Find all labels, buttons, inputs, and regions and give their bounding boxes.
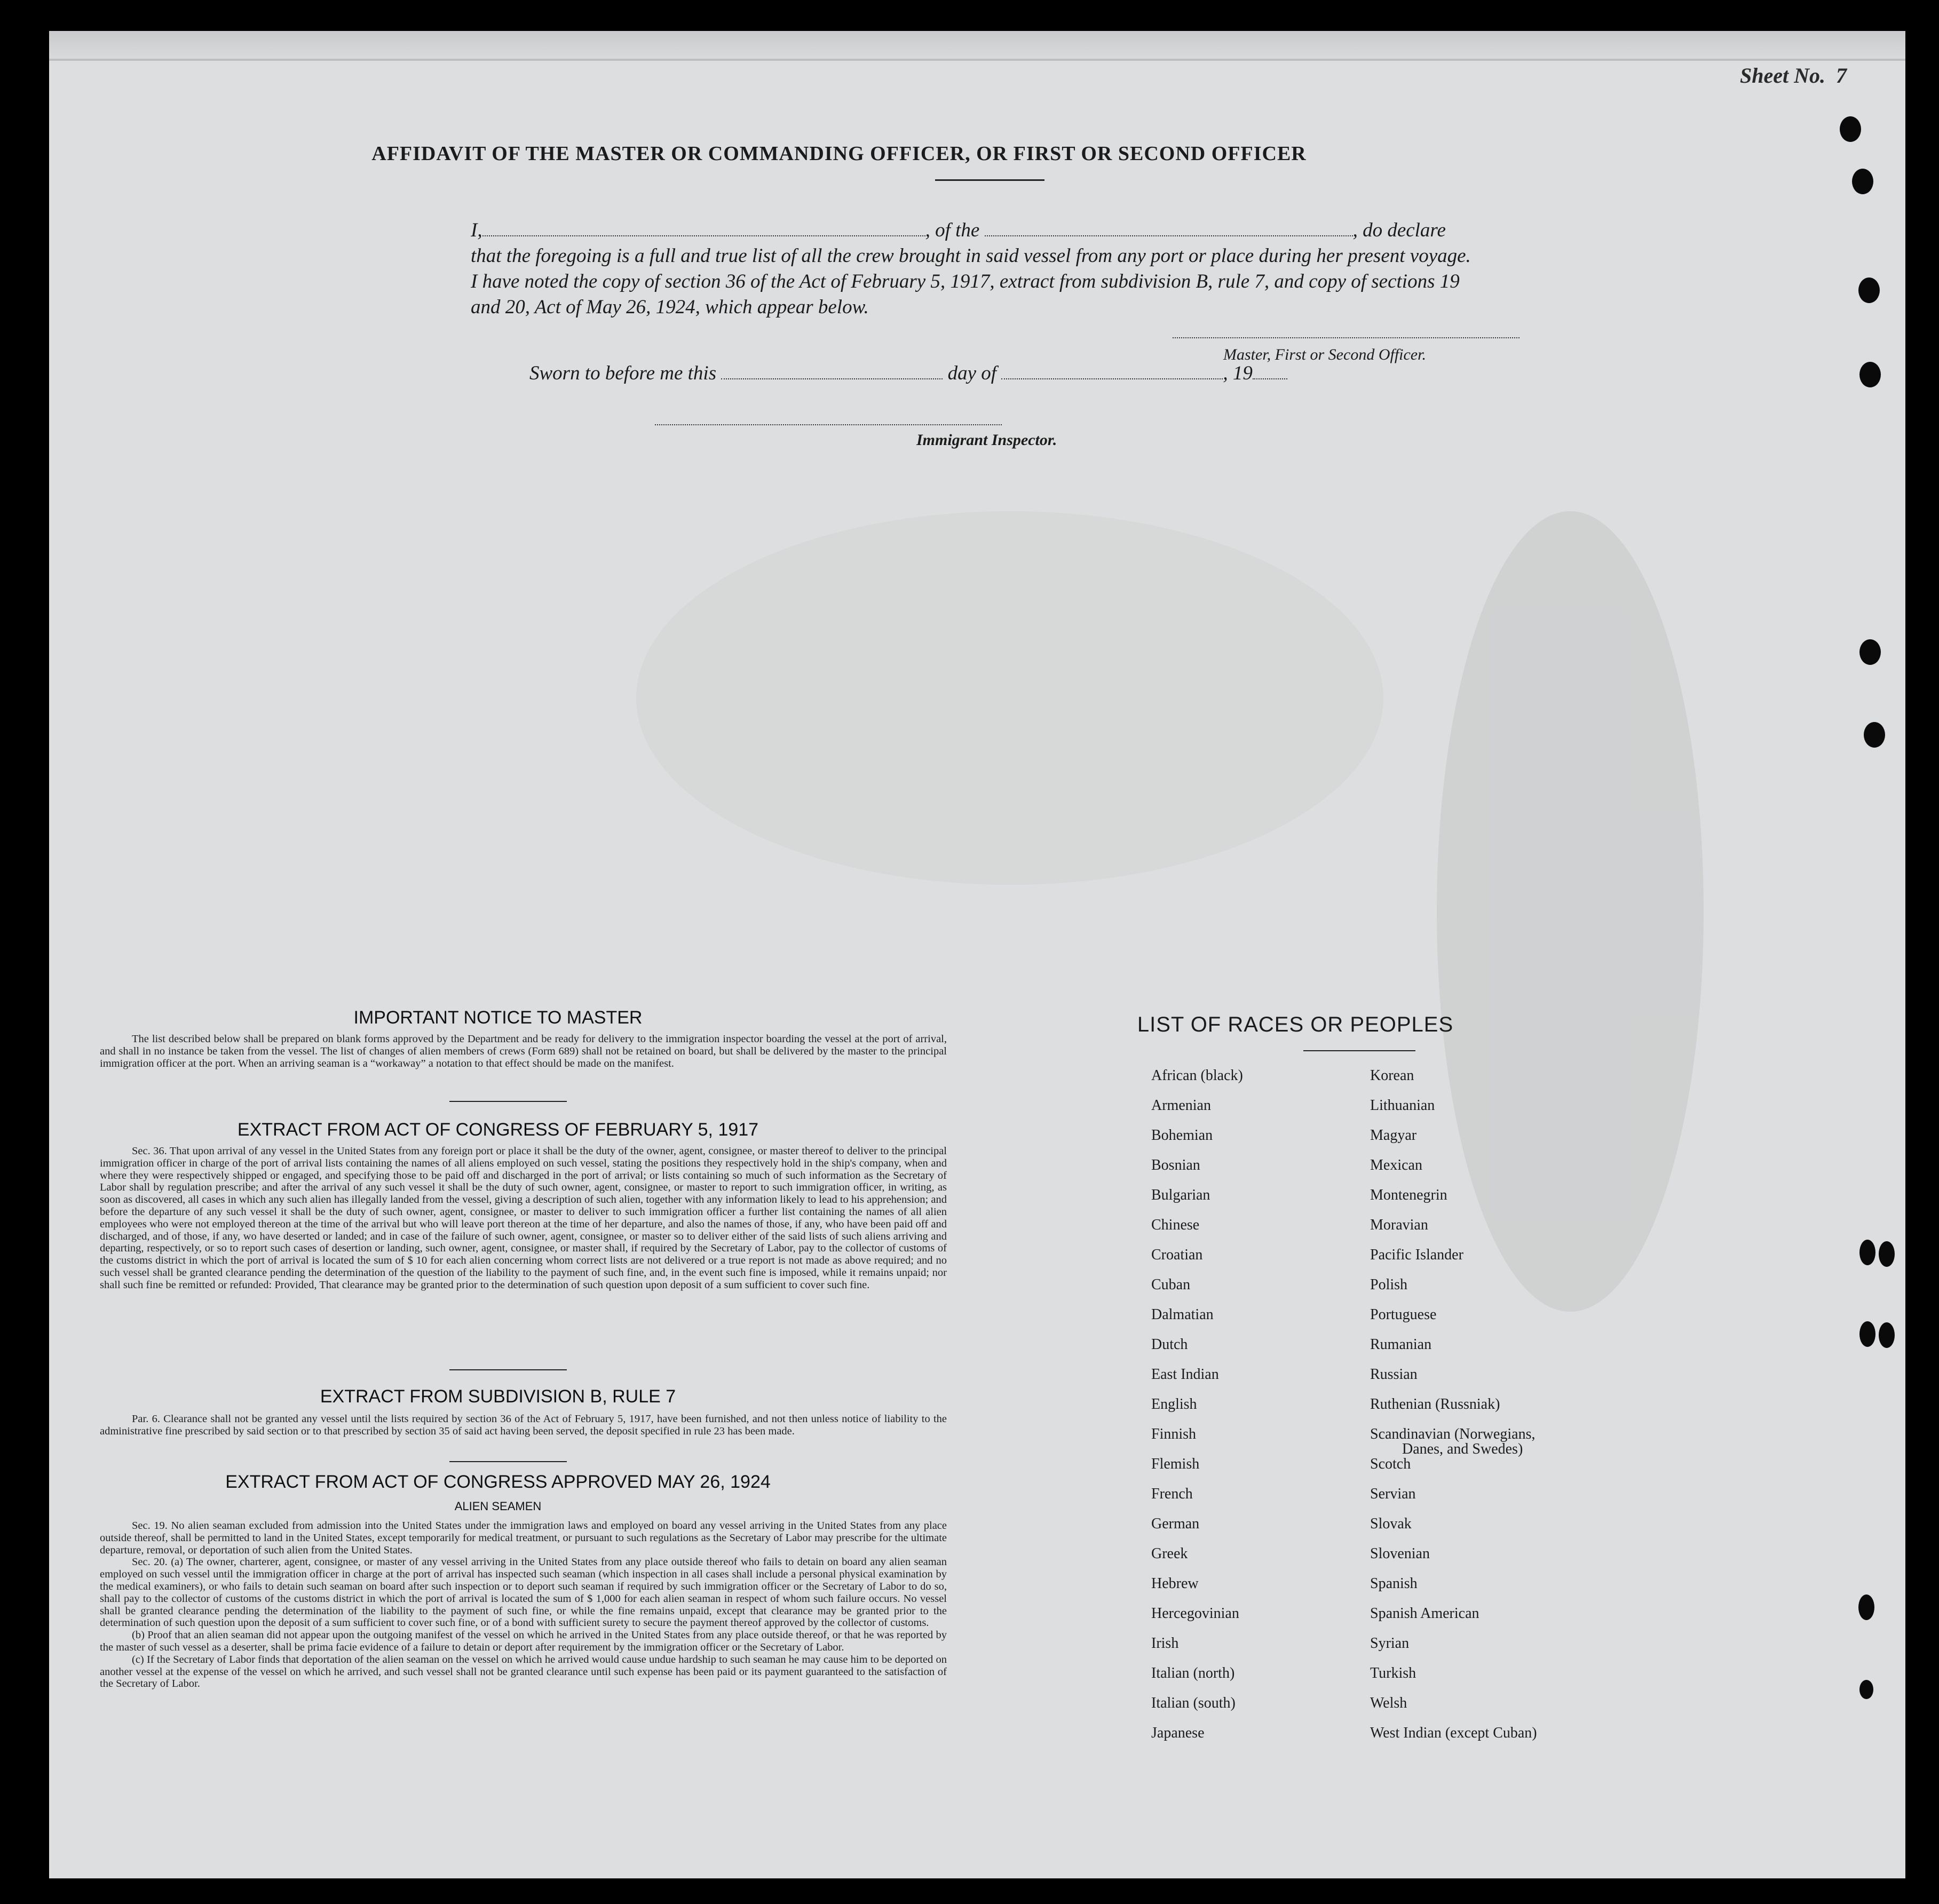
- affidavit-line-4: and 20, Act of May 26, 1924, which appear below.: [471, 296, 869, 318]
- sworn-year-label: , 19: [1223, 362, 1253, 384]
- punch-hole: [1879, 1241, 1895, 1267]
- affidavit-i: I,: [471, 219, 482, 241]
- race-item: Scandinavian (Norwegians,: [1370, 1426, 1536, 1442]
- sheet-number-label: Sheet No.: [1740, 64, 1825, 88]
- race-item: Welsh: [1370, 1695, 1407, 1711]
- punch-hole: [1859, 1680, 1873, 1699]
- affidavit-of-the: , of the: [925, 219, 980, 241]
- race-item: Italian (south): [1151, 1695, 1236, 1711]
- divider: [449, 1461, 567, 1462]
- master-signature-label: Master, First or Second Officer.: [1223, 346, 1426, 363]
- race-item-continuation: Danes, and Swedes): [1402, 1441, 1523, 1457]
- affidavit-line-2: that the foregoing is a full and true list of all the crew brought in said vessel from any port or place during her present voyage.: [471, 245, 1471, 267]
- race-item: Moravian: [1370, 1217, 1428, 1233]
- race-item: Spanish American: [1370, 1605, 1479, 1622]
- divider: [449, 1369, 567, 1370]
- master-name-field[interactable]: [482, 221, 925, 236]
- divider: [1303, 1050, 1415, 1051]
- race-item: Servian: [1370, 1486, 1416, 1502]
- race-item: Finnish: [1151, 1426, 1197, 1442]
- sworn-day-field[interactable]: [721, 364, 943, 379]
- race-item: Ruthenian (Russniak): [1370, 1396, 1500, 1413]
- race-item: Chinese: [1151, 1217, 1200, 1233]
- race-item: Scotch: [1370, 1456, 1411, 1472]
- sworn-line: [529, 362, 1618, 385]
- race-item: Bohemian: [1151, 1127, 1213, 1144]
- punch-hole: [1852, 169, 1873, 194]
- races-column-2: [1370, 1061, 1537, 1748]
- section-20c-paragraph: (c) If the Secretary of Labor finds that deportation of the alien seaman on the vessel on which he arrived would cause undue hardship to such seaman he may cause him to be deported on another vessel at the expense of the vessel on which he arrived, and such vessel shall not be granted clearance until such expense has been paid or its payment guaranteed to the satisfaction of the Secretary of Labor.: [100, 1653, 947, 1690]
- race-item: African (black): [1151, 1067, 1243, 1084]
- extract-1924-title: EXTRACT FROM ACT OF CONGRESS APPROVED MAY 26, 1924: [225, 1472, 771, 1492]
- divider: [449, 1101, 567, 1102]
- extract-1917-text: [100, 1145, 947, 1291]
- sworn-year-field[interactable]: [1253, 364, 1287, 379]
- race-item: Portuguese: [1370, 1306, 1437, 1323]
- divider: [935, 179, 1044, 181]
- race-item: Lithuanian: [1370, 1097, 1435, 1114]
- race-item: Slovak: [1370, 1516, 1412, 1532]
- inspector-label: Immigrant Inspector.: [916, 431, 1057, 449]
- race-item: English: [1151, 1396, 1197, 1413]
- sworn-day-label: day of: [947, 362, 997, 384]
- extract-rule7-title: EXTRACT FROM SUBDIVISION B, RULE 7: [320, 1386, 676, 1407]
- punch-hole: [1864, 722, 1885, 748]
- race-item: Croatian: [1151, 1247, 1203, 1263]
- punch-hole: [1859, 1321, 1875, 1347]
- race-item: Cuban: [1151, 1276, 1191, 1293]
- races-title: LIST OF RACES OR PEOPLES: [1137, 1013, 1454, 1036]
- race-item: Dalmatian: [1151, 1306, 1214, 1323]
- punch-hole: [1840, 116, 1861, 142]
- race-item: Russian: [1370, 1366, 1418, 1383]
- affidavit-declare: , do declare: [1352, 219, 1446, 241]
- race-item: Rumanian: [1370, 1336, 1432, 1353]
- master-signature-line[interactable]: [1173, 337, 1519, 338]
- race-item: Bosnian: [1151, 1157, 1200, 1173]
- race-item: Polish: [1370, 1276, 1408, 1293]
- race-item: West Indian (except Cuban): [1370, 1725, 1537, 1741]
- punch-hole: [1859, 362, 1881, 387]
- rule7-paragraph: Par. 6. Clearance shall not be granted any vessel until the lists required by section 36 of the Act of February 5, 1917, have been furnished, and not then unless notice of liability to the administrative fine prescribed by said section or to that prescribed by section 35 of said act having been served, the deposit specified in rule 23 has been made.: [100, 1413, 947, 1437]
- race-item: Italian (north): [1151, 1665, 1235, 1681]
- section-36-paragraph: Sec. 36. That upon arrival of any vessel in the United States from any foreign port or place it shall be the duty of the owner, agent, consignee, or master thereof to deliver to the principal immigration officer in charge of the port of arrival lists containing the names of all aliens employed on such vessel, stating the positions they respectively hold in the ship's company, when and where they were respectively shipped or engaged, and specifying those to be paid off and discharged in the port of arrival; or lists containing so much of such information as the Secretary of Labor shall by regulation prescribe; and after the arrival of any such vessel it shall be the duty of such owner, agent, consignee, or master to report to such immigration officer, in writing, as soon as discovered, all cases in which any such alien has illegally landed from the vessel, giving a description of such alien, together with any information likely to lead to his apprehension; and before the departure of any such vessel it shall be the duty of such owner, agent, consignee, or master to deliver to such immigration officer a further list containing the names of all alien employees who were not employed thereon at the time of the arrival but who will leave port thereon at the time of her departure, and also the names of those, if any, who have been paid off and discharged, and of those, if any, wo have deserted or landed; and in case of the failure of such owner, agent, consignee, or master so to deliver either of the said lists of such aliens arriving and departing, respectively, or so to report such cases of desertion or landing, such owner, agent, consignee, or master shall, if required by the Secretary of Labor, pay to the collector of customs of the customs district in which the port of arrival is located the sum of $ 10 for each alien concerning whom correct lists are not delivered or a true report is not made as above required; and no such vessel shall be granted clearance pending the determination of the question of the liability to the payment of such fine, and, in the event such fine is imposed, while it remains unpaid; nor shall such fine be remitted or refunded: Provided, That clearance may be granted prior to the determination of such question upon deposit of a sum sufficient to cover such fine.: [100, 1145, 947, 1291]
- race-item: German: [1151, 1516, 1200, 1532]
- page-fold-strip: [49, 31, 1905, 61]
- notice-text: [100, 1033, 947, 1069]
- punch-hole: [1879, 1322, 1895, 1348]
- races-column-1: [1151, 1061, 1243, 1748]
- extract-1924-text: [100, 1520, 947, 1690]
- sheet-number: [1740, 63, 1847, 88]
- notice-title: IMPORTANT NOTICE TO MASTER: [353, 1007, 643, 1028]
- race-item: Spanish: [1370, 1575, 1418, 1592]
- sheet-number-value: 7: [1836, 64, 1847, 88]
- race-item: Pacific Islander: [1370, 1247, 1463, 1263]
- race-item: Mexican: [1370, 1157, 1422, 1173]
- document-sheet: [49, 31, 1905, 1878]
- section-20b-paragraph: (b) Proof that an alien seaman did not appear upon the outgoing manifest of the vessel on which he arrived in the United States from any place outside thereof, or that he was reported by the master of such vessel as a deserter, shall be prima facie evidence of a failure to detain or deport after requirement by the immigration officer or the Secretary of Labor.: [100, 1629, 947, 1653]
- race-item: Magyar: [1370, 1127, 1417, 1144]
- race-item: Slovenian: [1370, 1545, 1430, 1562]
- race-item: Greek: [1151, 1545, 1188, 1562]
- race-item: Korean: [1370, 1067, 1414, 1084]
- notice-paragraph: The list described below shall be prepared on blank forms approved by the Department and be ready for delivery to the immigration inspector boarding the vessel at the port of arrival, and shall in no instance be taken from the vessel. The list of changes of alien members of crews (Form 689) shall not be retained on board, but shall be delivered by the master to the principal immigration officer at the port. When an arriving seaman is a “workaway” a notation to that effect should be made on the manifest.: [100, 1033, 947, 1069]
- punch-hole: [1858, 1594, 1874, 1620]
- race-item: Flemish: [1151, 1456, 1200, 1472]
- vessel-name-field[interactable]: [985, 221, 1353, 236]
- race-item: Dutch: [1151, 1336, 1188, 1353]
- section-20a-paragraph: Sec. 20. (a) The owner, charterer, agent, consignee, or master of any vessel arriving in the United States from any place outside thereof who fails to detain on board any alien seaman employed on such vessel until the immigration officer in charge at the port of arrival has inspected such seaman (which inspection in all cases shall include a personal physical examination by the medical examiners), or who fails to detain such seaman on board after such inspection or to deport such seaman if required by such immigration officer or the Secretary of Labor to do so, shall pay to the collector of customs of the customs district in which the port of arrival is located the sum of $ 1,000 for each alien seaman in respect of whom such failure occurs. No vessel shall be granted clearance pending the determination of the liability to the payment of such fine, or while the fine remains unpaid, except that clearance may be granted prior to the determination of such question upon the deposit of a sum sufficient to cover such fine, or of a bond with sufficient surety to secure the payment thereof approved by the collector of customs.: [100, 1556, 947, 1629]
- extract-rule7-text: [100, 1413, 947, 1438]
- punch-hole: [1858, 277, 1880, 303]
- bleed-through-shadow: [636, 511, 1383, 885]
- race-item: East Indian: [1151, 1366, 1219, 1383]
- race-item: Irish: [1151, 1635, 1179, 1652]
- affidavit-title: AFFIDAVIT OF THE MASTER OR COMMANDING OFFICER, OR FIRST OR SECOND OFFICER: [371, 142, 1307, 165]
- race-item: Bulgarian: [1151, 1187, 1210, 1203]
- extract-1917-title: EXTRACT FROM ACT OF CONGRESS OF FEBRUARY 5, 1917: [237, 1120, 759, 1140]
- extract-1924-subtitle: ALIEN SEAMEN: [454, 1500, 542, 1513]
- race-item: French: [1151, 1486, 1193, 1502]
- inspector-signature-line[interactable]: [655, 424, 1002, 425]
- race-item: Montenegrin: [1370, 1187, 1447, 1203]
- sworn-prefix: Sworn to before me this: [529, 362, 717, 384]
- section-19-paragraph: Sec. 19. No alien seaman excluded from admission into the United States under the immigration laws and employed on board any vessel arriving in the United States from any place outside thereof, shall be permitted to land in the United States, except temporarily for medical treatment, or pursuant to such regulations as the Secretary of Labor may prescribe for the ultimate departure, removal, or deportation of such alien from the United States.: [100, 1520, 947, 1556]
- race-item: Turkish: [1370, 1665, 1416, 1681]
- punch-hole: [1859, 639, 1881, 665]
- sworn-month-field[interactable]: [1001, 364, 1223, 379]
- punch-hole: [1859, 1240, 1875, 1265]
- race-item: Armenian: [1151, 1097, 1211, 1114]
- affidavit-line-1: [471, 219, 1560, 242]
- race-item: Syrian: [1370, 1635, 1410, 1652]
- race-item: Hebrew: [1151, 1575, 1199, 1592]
- race-item: Japanese: [1151, 1725, 1205, 1741]
- race-item: Hercegovinian: [1151, 1605, 1239, 1622]
- affidavit-line-3: I have noted the copy of section 36 of the Act of February 5, 1917, extract from subdivision B, rule 7, and copy of sections 19: [471, 271, 1460, 292]
